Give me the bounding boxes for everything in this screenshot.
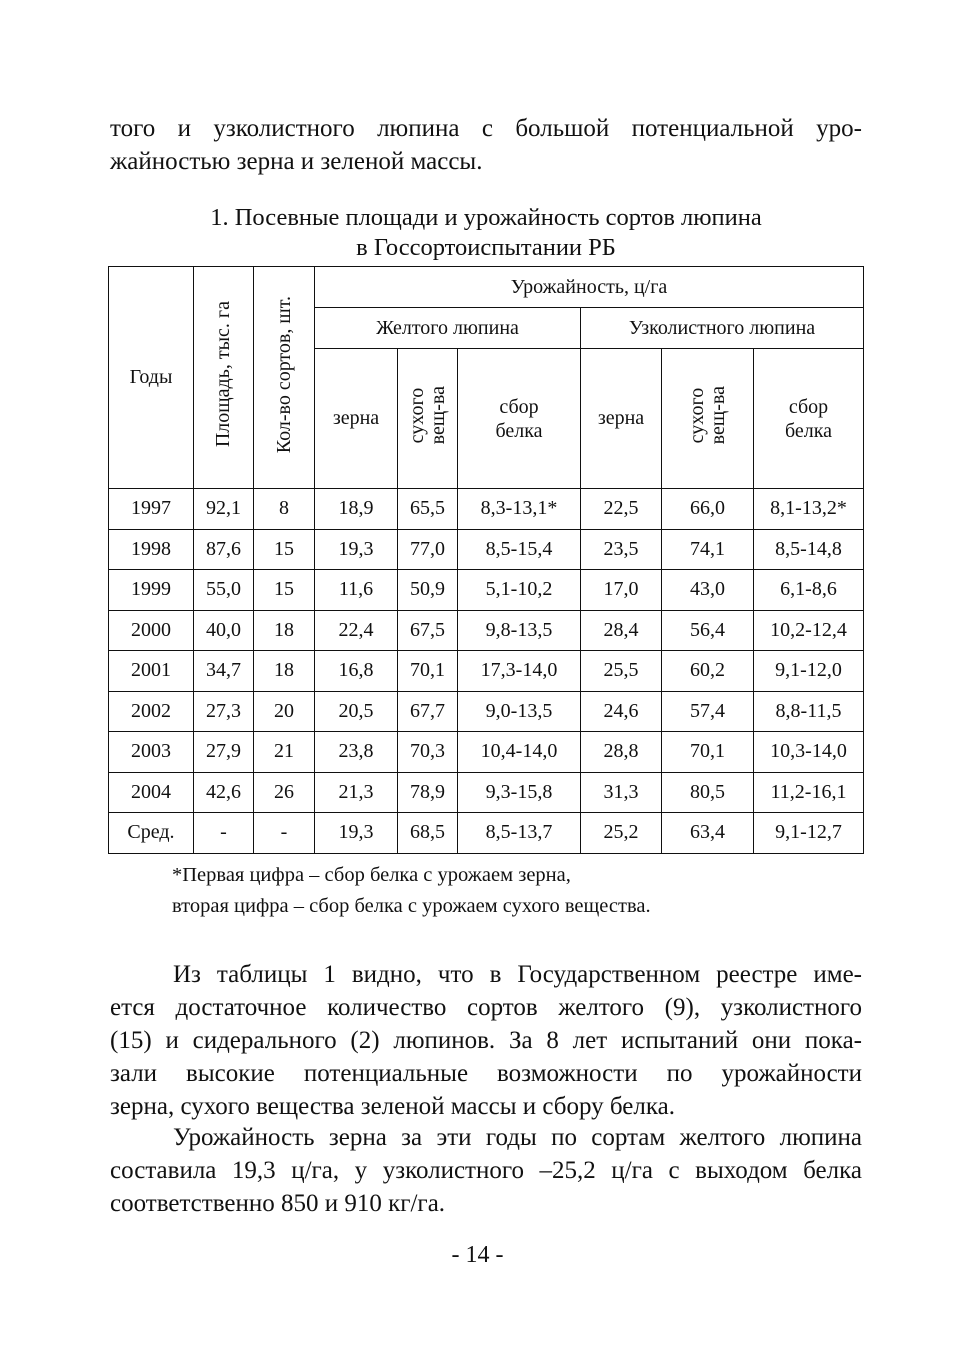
table-cell: 63,4 bbox=[662, 813, 754, 854]
table-cell: 2001 bbox=[109, 651, 194, 692]
table-row bbox=[109, 489, 864, 530]
header-dry-label bbox=[687, 386, 729, 444]
table-cell: 28,4 bbox=[581, 610, 662, 651]
text-line: ется достаточное количество сортов желтого (9), узколистного bbox=[110, 994, 862, 1021]
lupin-yield-table bbox=[108, 266, 864, 854]
table-caption bbox=[110, 203, 862, 263]
table-cell: 87,6 bbox=[194, 529, 254, 570]
table-cell: 67,5 bbox=[398, 610, 458, 651]
table-cell: 21,3 bbox=[315, 772, 398, 813]
table-cell: 50,9 bbox=[398, 570, 458, 611]
table-cell: 8,8-11,5 bbox=[754, 691, 864, 732]
header-yield: Урожайность, ц/га bbox=[315, 267, 864, 308]
table-cell: 10,4-14,0 bbox=[458, 732, 581, 773]
header-dry-label bbox=[407, 386, 449, 444]
table-cell: 65,5 bbox=[398, 489, 458, 530]
table-cell: 92,1 bbox=[194, 489, 254, 530]
table-cell: 11,6 bbox=[315, 570, 398, 611]
body-paragraph-1 bbox=[110, 958, 862, 1123]
table-cell: 18,9 bbox=[315, 489, 398, 530]
table-cell: 20,5 bbox=[315, 691, 398, 732]
table-cell: Сред. bbox=[109, 813, 194, 854]
table-cell: 27,3 bbox=[194, 691, 254, 732]
header-count bbox=[254, 267, 315, 489]
table-cell: 8,3-13,1* bbox=[458, 489, 581, 530]
table-cell: - bbox=[194, 813, 254, 854]
header-dry-line: сухого bbox=[685, 387, 708, 444]
table-cell: 42,6 bbox=[194, 772, 254, 813]
header-narrow-lupin: Узколистного люпина bbox=[581, 308, 864, 349]
table-row bbox=[109, 651, 864, 692]
caption-line: 1. Посевные площади и урожайность сортов люпина bbox=[210, 204, 762, 231]
table-cell: 2000 bbox=[109, 610, 194, 651]
header-dry-line: вещ-ва bbox=[706, 386, 729, 445]
table-cell: 23,5 bbox=[581, 529, 662, 570]
table-cell: 2004 bbox=[109, 772, 194, 813]
table-cell: 2002 bbox=[109, 691, 194, 732]
table-cell: 8,1-13,2* bbox=[754, 489, 864, 530]
table-cell: 9,0-13,5 bbox=[458, 691, 581, 732]
table-cell: 17,0 bbox=[581, 570, 662, 611]
page-number: - 14 - bbox=[451, 1242, 504, 1268]
table-cell: 28,8 bbox=[581, 732, 662, 773]
table-row bbox=[109, 691, 864, 732]
footnote-line: вторая цифра – сбор белка с урожаем сухого вещества. bbox=[172, 895, 651, 917]
table-cell: 16,8 bbox=[315, 651, 398, 692]
header-dry-line: вещ-ва bbox=[426, 386, 449, 445]
table-cell: 31,3 bbox=[581, 772, 662, 813]
table-cell: 25,5 bbox=[581, 651, 662, 692]
table-cell: 25,2 bbox=[581, 813, 662, 854]
table-cell: 43,0 bbox=[662, 570, 754, 611]
header-dry-line: сухого bbox=[405, 387, 428, 444]
table-cell: 5,1-10,2 bbox=[458, 570, 581, 611]
table-cell: 21 bbox=[254, 732, 315, 773]
header-yellow-grain: зерна bbox=[315, 349, 398, 489]
header-protein-line: белка bbox=[495, 419, 543, 442]
header-area bbox=[194, 267, 254, 489]
table-cell: 19,3 bbox=[315, 529, 398, 570]
table-cell: 18 bbox=[254, 610, 315, 651]
table-cell: 10,2-12,4 bbox=[754, 610, 864, 651]
table-cell: 9,3-15,8 bbox=[458, 772, 581, 813]
table-cell: 57,4 bbox=[662, 691, 754, 732]
table-footnote bbox=[172, 860, 651, 922]
text-line: Урожайность зерна за эти годы по сортам желтого люпина bbox=[173, 1124, 862, 1151]
table-cell: 8 bbox=[254, 489, 315, 530]
table-cell: 27,9 bbox=[194, 732, 254, 773]
table-cell: 22,4 bbox=[315, 610, 398, 651]
header-narrow-grain: зерна bbox=[581, 349, 662, 489]
header-area-label: Площадь, тыс. га bbox=[212, 301, 234, 448]
footnote-line: *Первая цифра – сбор белка с урожаем зерна, bbox=[172, 864, 571, 886]
header-narrow-dry bbox=[662, 349, 754, 489]
table-cell: 1999 bbox=[109, 570, 194, 611]
text-line: того и узколистного люпина с большой потенциальной уро- bbox=[110, 115, 862, 142]
table-cell: 10,3-14,0 bbox=[754, 732, 864, 773]
intro-paragraph bbox=[110, 112, 862, 178]
table-cell: 34,7 bbox=[194, 651, 254, 692]
table-cell: 80,5 bbox=[662, 772, 754, 813]
table-cell: 9,1-12,7 bbox=[754, 813, 864, 854]
text-line: зерна, сухого вещества зеленой массы и сбору белка. bbox=[110, 1093, 675, 1120]
table-row bbox=[109, 772, 864, 813]
table-cell: 60,2 bbox=[662, 651, 754, 692]
table-cell: 70,1 bbox=[398, 651, 458, 692]
table-row bbox=[109, 732, 864, 773]
table-cell: 17,3-14,0 bbox=[458, 651, 581, 692]
table-cell: 11,2-16,1 bbox=[754, 772, 864, 813]
header-protein-line: сбор bbox=[499, 395, 539, 418]
text-line: жайностью зерна и зеленой массы. bbox=[110, 148, 483, 175]
table-body bbox=[109, 489, 864, 854]
table-cell: 1997 bbox=[109, 489, 194, 530]
header-yellow-protein bbox=[458, 349, 581, 489]
header-narrow-protein bbox=[754, 349, 864, 489]
header-yellow-lupin: Желтого люпина bbox=[315, 308, 581, 349]
table-row bbox=[109, 529, 864, 570]
table-cell: 23,8 bbox=[315, 732, 398, 773]
text-line: составила 19,3 ц/га, у узколистного –25,2 ц/га с выходом белка bbox=[110, 1157, 862, 1184]
header-count-label: Кол-во сортов, шт. bbox=[272, 295, 295, 454]
table-cell: 2003 bbox=[109, 732, 194, 773]
header-yellow-dry bbox=[398, 349, 458, 489]
text-line: Из таблицы 1 видно, что в Государственном реестре име- bbox=[173, 961, 862, 988]
table-row bbox=[109, 610, 864, 651]
table-cell: 15 bbox=[254, 570, 315, 611]
table-row bbox=[109, 570, 864, 611]
table-row bbox=[109, 813, 864, 854]
table-cell: 15 bbox=[254, 529, 315, 570]
table-cell: 70,1 bbox=[662, 732, 754, 773]
table-cell: 8,5-14,8 bbox=[754, 529, 864, 570]
table-cell: - bbox=[254, 813, 315, 854]
table-cell: 1998 bbox=[109, 529, 194, 570]
table-cell: 24,6 bbox=[581, 691, 662, 732]
table-cell: 66,0 bbox=[662, 489, 754, 530]
table-cell: 22,5 bbox=[581, 489, 662, 530]
table-cell: 68,5 bbox=[398, 813, 458, 854]
header-years: Годы bbox=[109, 267, 194, 489]
table-cell: 77,0 bbox=[398, 529, 458, 570]
table-cell: 9,8-13,5 bbox=[458, 610, 581, 651]
table-cell: 20 bbox=[254, 691, 315, 732]
table-cell: 18 bbox=[254, 651, 315, 692]
table-cell: 9,1-12,0 bbox=[754, 651, 864, 692]
table-cell: 8,5-15,4 bbox=[458, 529, 581, 570]
table-cell: 8,5-13,7 bbox=[458, 813, 581, 854]
caption-line: в Госсортоиспытании РБ bbox=[356, 234, 616, 261]
table-cell: 67,7 bbox=[398, 691, 458, 732]
text-line: соответственно 850 и 910 кг/га. bbox=[110, 1190, 446, 1217]
text-line: (15) и сидерального (2) люпинов. За 8 лет испытаний они пока- bbox=[110, 1027, 862, 1054]
table-cell: 19,3 bbox=[315, 813, 398, 854]
header-protein-line: белка bbox=[784, 419, 833, 442]
table-cell: 78,9 bbox=[398, 772, 458, 813]
text-line: зали высокие потенциальные возможности по урожайности bbox=[110, 1060, 862, 1087]
header-protein-line: сбор bbox=[788, 395, 829, 418]
table-cell: 55,0 bbox=[194, 570, 254, 611]
table-cell: 70,3 bbox=[398, 732, 458, 773]
table-cell: 56,4 bbox=[662, 610, 754, 651]
table-cell: 74,1 bbox=[662, 529, 754, 570]
body-paragraph-2 bbox=[110, 1121, 862, 1220]
table-cell: 26 bbox=[254, 772, 315, 813]
table-cell: 6,1-8,6 bbox=[754, 570, 864, 611]
table-cell: 40,0 bbox=[194, 610, 254, 651]
